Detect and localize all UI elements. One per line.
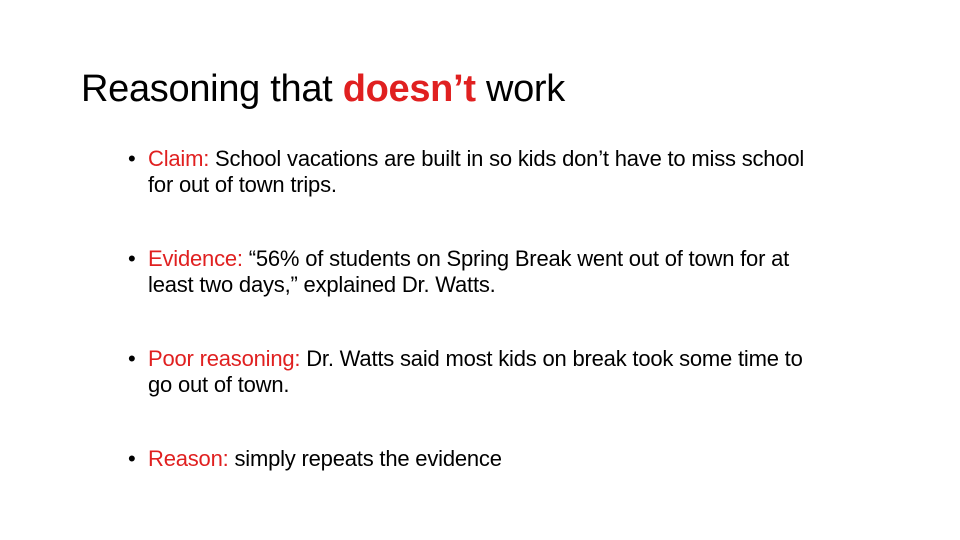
bullet-label: Reason: bbox=[148, 446, 229, 471]
bullet-label: Claim: bbox=[148, 146, 210, 171]
bullet-evidence bbox=[128, 246, 828, 298]
bullet-text: School vacations are built in so kids don’t have to miss school for out of town trips. bbox=[148, 146, 805, 197]
bullet-text: Dr. Watts said most kids on break took some time to go out of town. bbox=[148, 346, 803, 397]
bullet-label: Poor reasoning: bbox=[148, 346, 301, 371]
slide-title bbox=[81, 64, 565, 114]
bullet-label: Evidence: bbox=[148, 246, 243, 271]
bullet-text: simply repeats the evidence bbox=[228, 446, 502, 471]
bullet-claim bbox=[128, 146, 828, 198]
bullet-dot-icon: • bbox=[128, 346, 136, 371]
bullet-text: “56% of students on Spring Break went out of town for at least two days,” explained Dr. Watts. bbox=[148, 246, 790, 297]
title-prefix: Reasoning that bbox=[81, 68, 343, 110]
title-suffix: work bbox=[475, 68, 565, 110]
bullet-reason bbox=[128, 446, 828, 472]
bullet-poor-reasoning bbox=[128, 346, 828, 398]
bullet-dot-icon: • bbox=[128, 146, 136, 171]
title-emphasis: doesn’t bbox=[342, 68, 476, 110]
bullet-list bbox=[128, 146, 828, 520]
bullet-dot-icon: • bbox=[128, 246, 136, 271]
bullet-dot-icon: • bbox=[128, 446, 136, 471]
